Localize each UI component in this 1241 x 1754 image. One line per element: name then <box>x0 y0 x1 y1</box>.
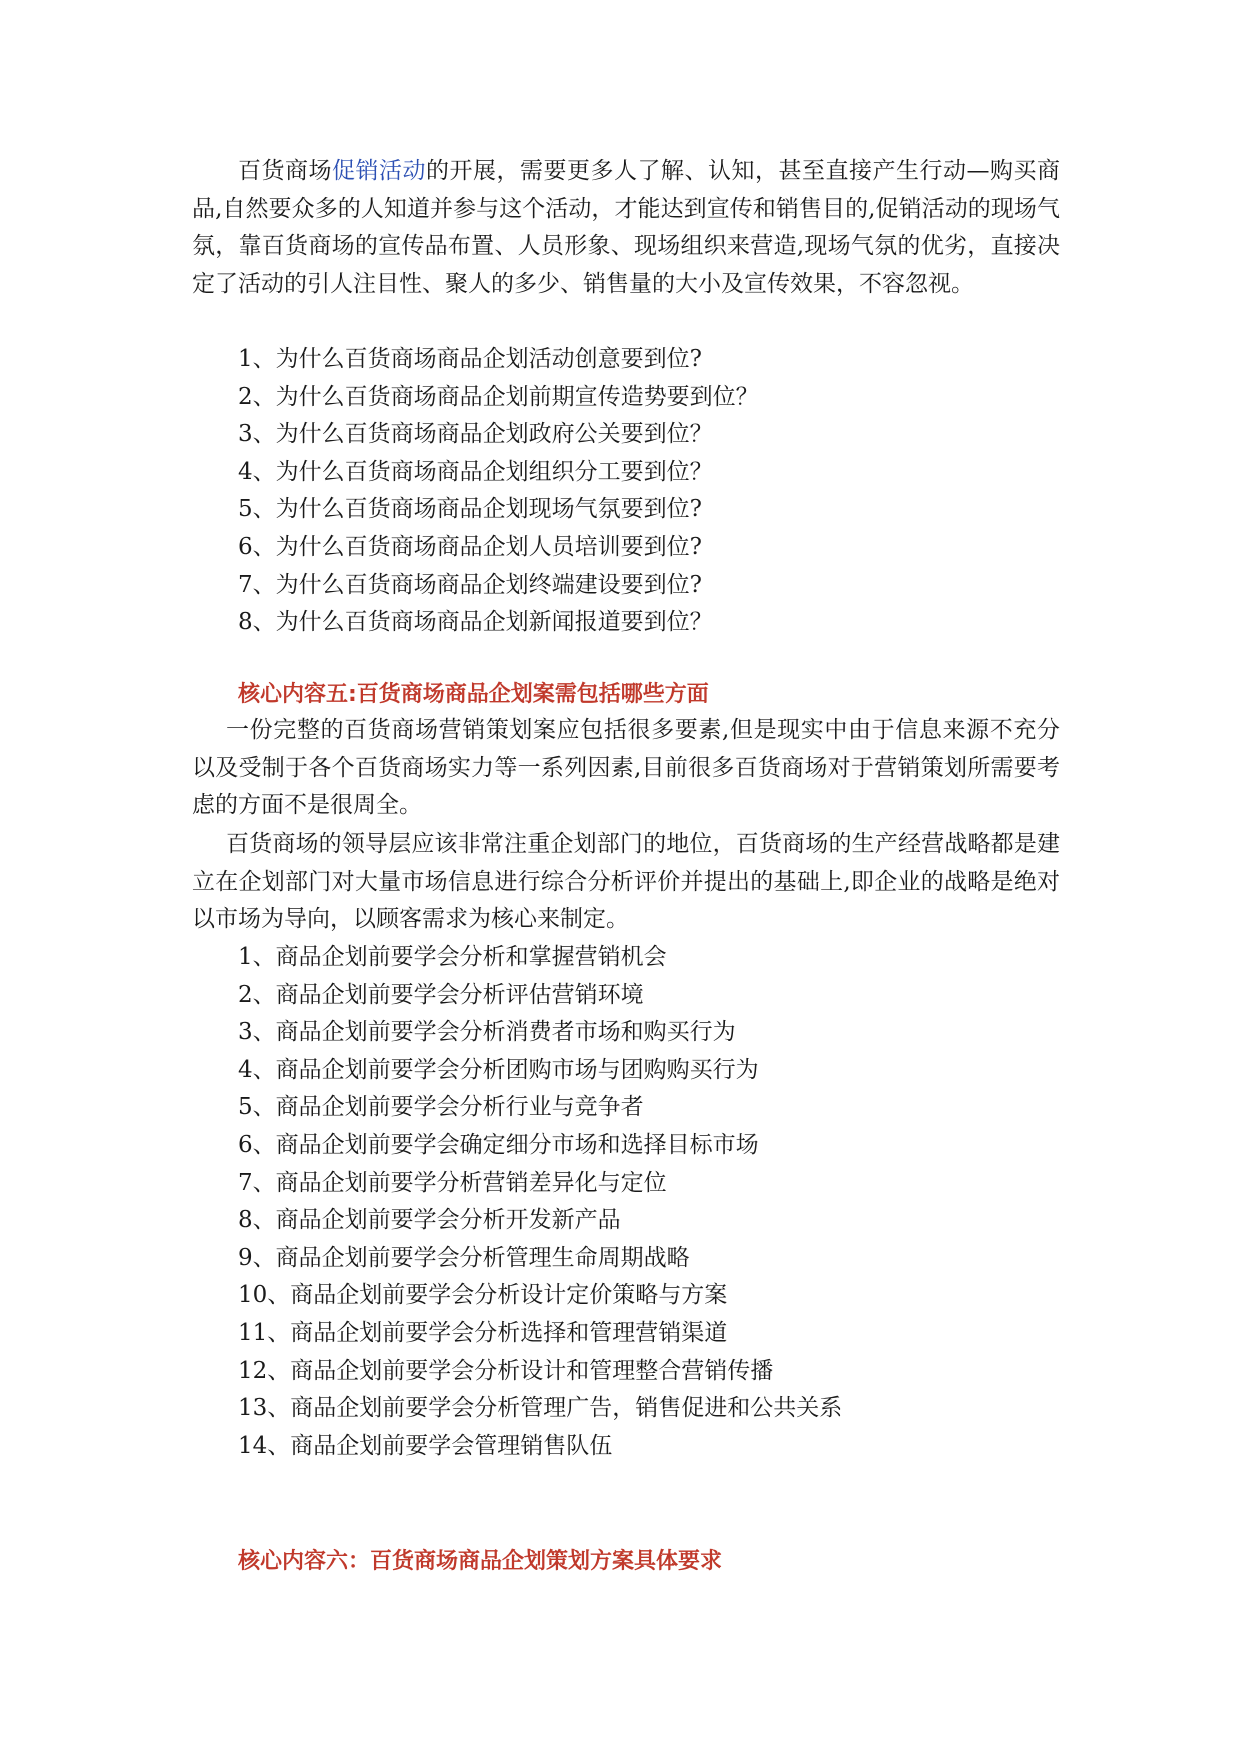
list-item: 3、为什么百货商场商品企划政府公关要到位？ <box>238 421 713 448</box>
list-item: 3、商品企划前要学会分析消费者市场和购买行为 <box>238 1019 736 1046</box>
list-item: 4、为什么百货商场商品企划组织分工要到位？ <box>238 458 713 485</box>
list-item: 11、商品企划前要学会分析选择和管理营销渠道 <box>238 1319 728 1346</box>
list-item: 10、商品企划前要学会分析设计定价策略与方案 <box>238 1282 728 1309</box>
list-item: 7、商品企划前要学分析营销差异化与定位 <box>238 1169 667 1196</box>
list-item: 2、商品企划前要学会分析评估营销环境 <box>238 981 644 1008</box>
list-item: 5、为什么百货商场商品企划现场气氛要到位? <box>238 496 702 523</box>
list-item: 1、为什么百货商场商品企划活动创意要到位? <box>238 346 702 372</box>
list-item: 6、商品企划前要学会确定细分市场和选择目标市场 <box>238 1131 759 1158</box>
section6-heading: 核心内容六：百货商场商品企划策划方案具体要求 <box>238 1549 723 1574</box>
list-item: 12、商品企划前要学会分析设计和管理整合营销传播 <box>238 1357 774 1384</box>
list-item: 5、商品企划前要学会分析行业与竞争者 <box>238 1094 644 1121</box>
intro-text: 的开展，需要更多人了解、认知，甚至直接产生行动—购买商品,自然要众多的人知道并参与这个活动，才能达到宣传和销售目的,促销活动的现场气氛，靠百货商场的宣传品布置、人员形象、现场组织来营造,现场气氛的优劣，直接决定了活动的引人注目性、聚人的多少、销售量的大小及宣传效果，不容忽视。 <box>192 158 1060 297</box>
section5-paragraph-1: 一份完整的百货商场营销策划案应包括很多要素,但是现实中由于信息来源不充分以及受制于各个百货商场实力等一系列因素,目前很多百货商场对于营销策划所需要考虑的方面不是很周全。 <box>192 717 1060 819</box>
intro-paragraph <box>192 153 1060 303</box>
list-item: 6、为什么百货商场商品企划人员培训要到位? <box>238 533 702 560</box>
questions-list <box>238 341 759 642</box>
list-item: 4、商品企划前要学会分析团购市场与团购购买行为 <box>238 1056 759 1083</box>
list-item: 9、商品企划前要学会分析管理生命周期战略 <box>238 1244 690 1271</box>
list-item: 1、商品企划前要学会分析和掌握营销机会 <box>238 944 667 970</box>
list-item: 8、商品企划前要学会分析开发新产品 <box>238 1207 621 1234</box>
list-item: 8、为什么百货商场商品企划新闻报道要到位？ <box>238 609 713 636</box>
section5-items-list <box>238 939 842 1465</box>
section5-heading: 核心内容五:百货商场商品企划案需包括哪些方面 <box>238 682 709 707</box>
list-item: 14、商品企划前要学会管理销售队伍 <box>238 1432 613 1459</box>
promotion-link[interactable]: 促销活动 <box>332 158 426 184</box>
list-item: 7、为什么百货商场商品企划终端建设要到位? <box>238 571 702 598</box>
list-item: 13、商品企划前要学会分析管理广告，销售促进和公共关系 <box>238 1395 843 1422</box>
list-item: 2、为什么百货商场商品企划前期宣传造势要到位？ <box>238 383 759 410</box>
section5-paragraph-2: 百货商场的领导层应该非常注重企划部门的地位，百货商场的生产经营战略都是建立在企划部门对大量市场信息进行综合分析评价并提出的基础上,即企业的战略是绝对以市场为导向，以顾客需求为核心来制定。 <box>192 831 1060 933</box>
intro-prefix: 百货商场 <box>238 158 332 184</box>
